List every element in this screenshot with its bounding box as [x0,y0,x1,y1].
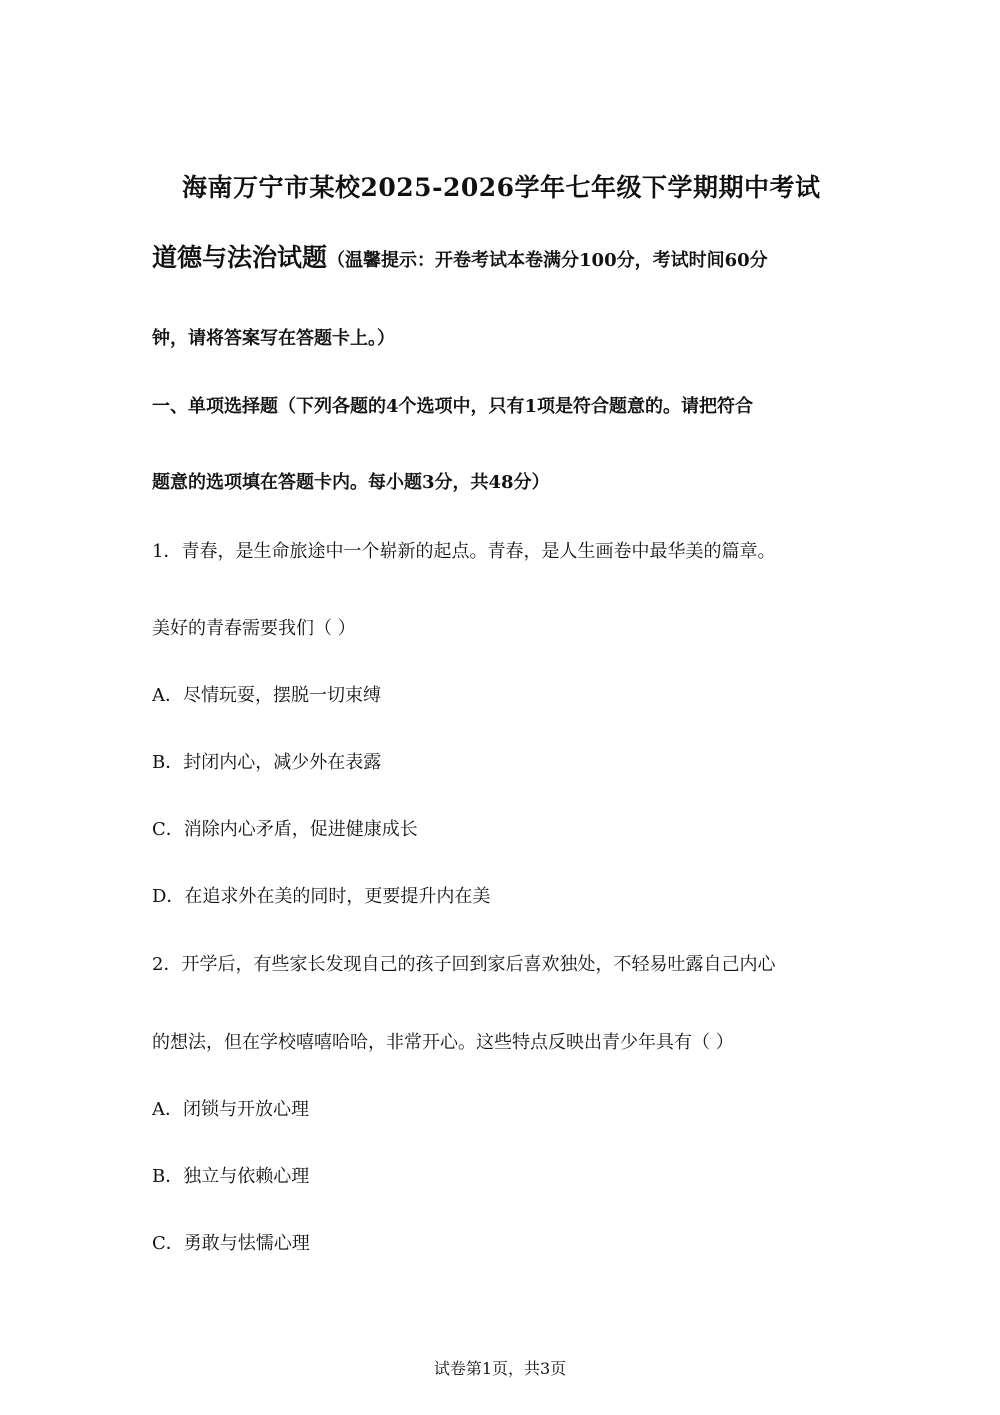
exam-tip-continued: 钟，请将答案写在答题卡上。） [152,328,395,349]
question-2-stem-line2: 的想法，但在学校嘻嘻哈哈，非常开心。这些特点反映出青少年具有（ ） [152,1032,734,1053]
section-heading-line1: 一、单项选择题（下列各题的4个选项中，只有1项是符合题意的。请把符合 [152,396,754,417]
question-1-option-a: A．尽情玩耍，摆脱一切束缚 [152,685,381,706]
exam-title-line2 [152,238,768,274]
exam-tip: （温馨提示：开卷考试本卷满分100分，考试时间60分 [327,250,768,271]
question-2-option-b: B．独立与依赖心理 [152,1166,310,1187]
question-2-option-c: C．勇敢与怯懦心理 [152,1233,310,1254]
question-1-option-d: D．在追求外在美的同时，更要提升内在美 [152,886,491,907]
question-1-option-c: C．消除内心矛盾，促进健康成长 [152,819,418,840]
question-1-stem-line1: 1．青春，是生命旅途中一个崭新的起点。青春，是人生画卷中最华美的篇章。 [152,541,776,562]
question-2-stem-line1: 2．开学后，有些家长发现自己的孩子回到家后喜欢独处，不轻易吐露自己内心 [152,954,776,975]
exam-title-line1: 海南万宁市某校2025-2026学年七年级下学期期中考试 [182,173,821,202]
question-1-stem-line2: 美好的青春需要我们（ ） [152,618,356,639]
subject-title: 道德与法治试题 [152,243,328,272]
question-1-option-b: B．封闭内心，减少外在表露 [152,752,382,773]
page-footer: 试卷第1页，共3页 [433,1359,567,1378]
question-2-option-a: A．闭锁与开放心理 [152,1099,309,1120]
section-heading-line2: 题意的选项填在答题卡内。每小题3分，共48分） [152,472,550,493]
